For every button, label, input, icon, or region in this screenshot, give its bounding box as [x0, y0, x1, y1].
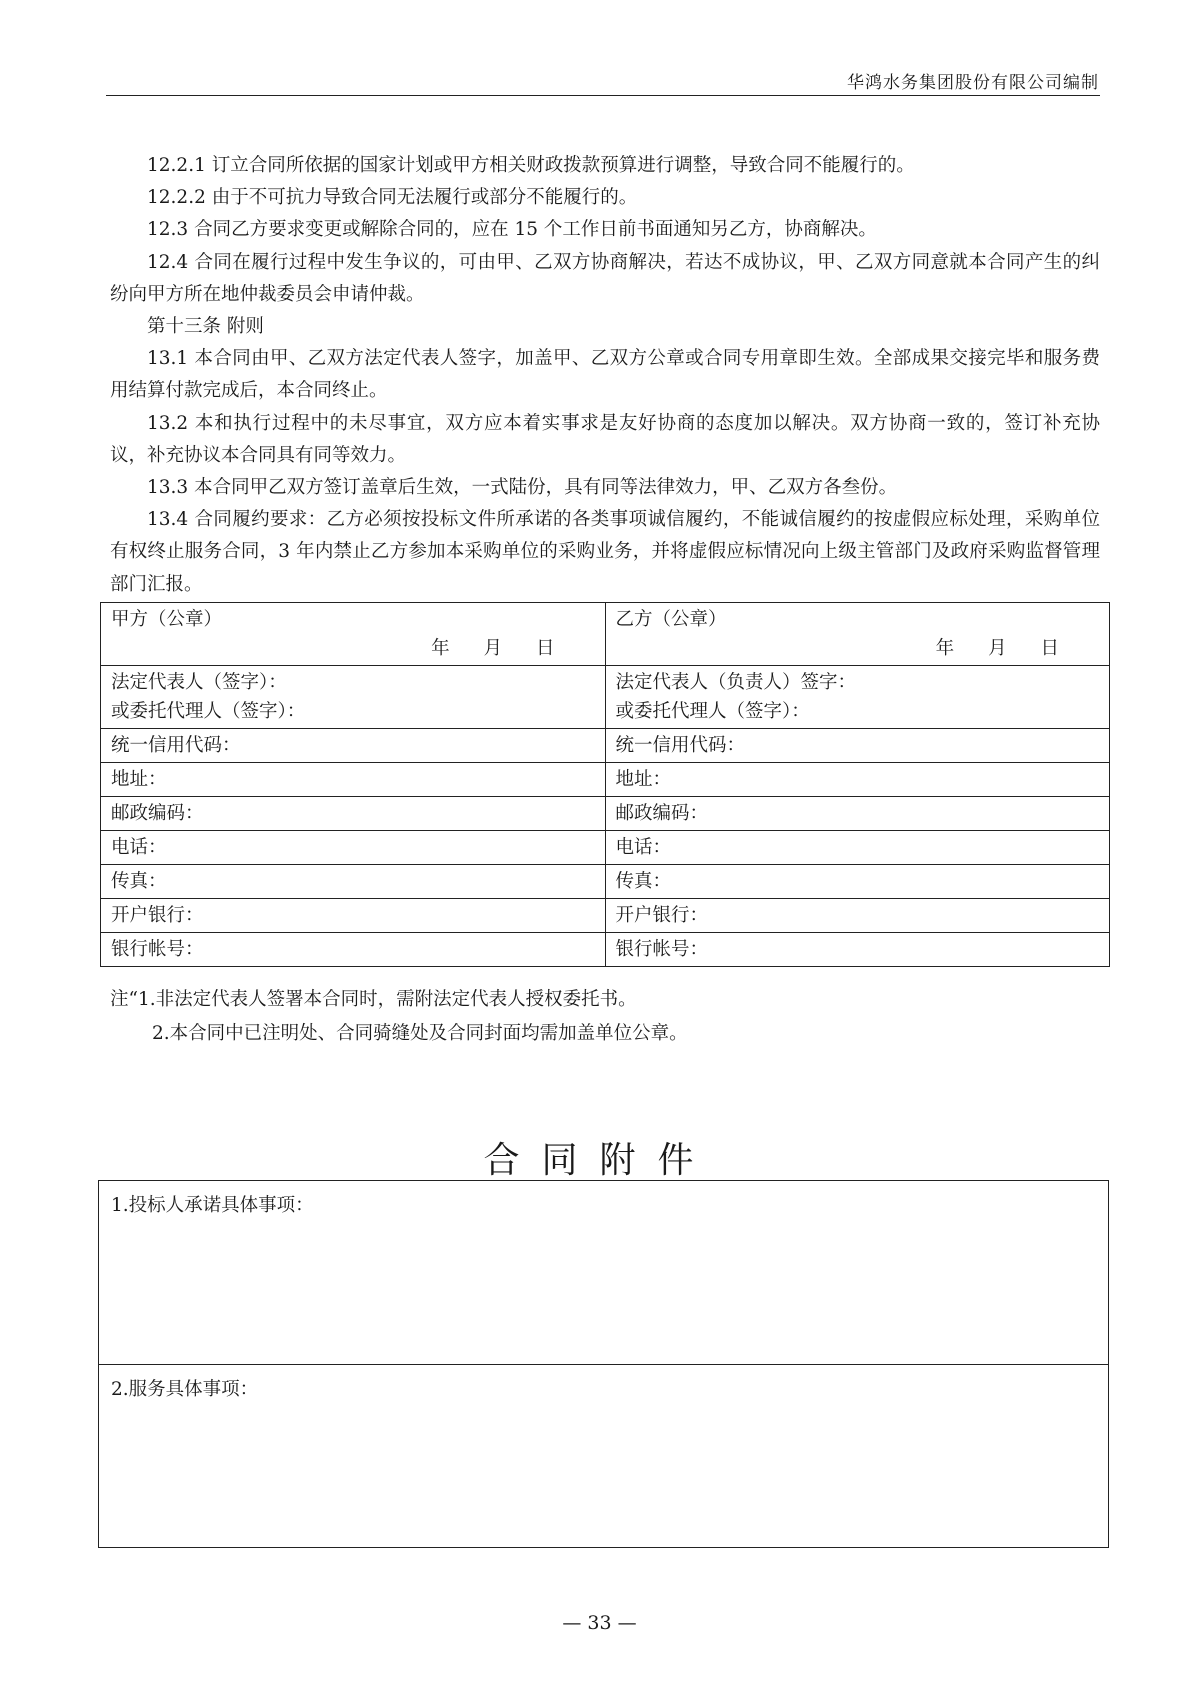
signature-table — [100, 602, 1110, 967]
party-b-agent: 或委托代理人（签字）： — [615, 701, 810, 722]
annex-section-2-label: 2.服务具体事项： — [111, 1379, 259, 1400]
clause-13-4: 13.4 合同履约要求：乙方必须按投标文件所承诺的各类事项诚信履约，不能诚信履约的按虚假应标处理，采购单位有权终止服务合同，3 年内禁止乙方参加本采购单位的采购业务，并将虚假应标情况向上级主管部门及政府采购监督管理部门汇报。 — [110, 509, 1100, 595]
header-org: 华鸿水务集团股份有限公司编制 — [847, 73, 1099, 93]
notes — [110, 983, 1100, 1051]
party-a-rep-cell — [101, 666, 606, 729]
annex-section-service-items — [99, 1364, 1108, 1547]
date-month: 月 — [988, 638, 1007, 659]
party-a-rep: 法定代表人（签字）： — [111, 672, 287, 693]
party-b-rep-cell — [605, 666, 1110, 729]
party-b-bank: 开户银行： — [605, 899, 1110, 933]
party-b-address: 地址： — [605, 763, 1110, 797]
table-row — [101, 865, 1110, 899]
annex-title: 合同附件 — [483, 1140, 716, 1181]
date-day: 日 — [1040, 638, 1059, 659]
clause-12-3: 12.3 合同乙方要求变更或解除合同的，应在 15 个工作日前书面通知另乙方，协商解决。 — [147, 219, 877, 241]
party-a-agent: 或委托代理人（签字）： — [111, 701, 306, 722]
table-row — [101, 797, 1110, 831]
clause-13-3: 13.3 本合同甲乙双方签订盖章后生效，一式陆份，具有同等法律效力，甲、乙双方各叁份。 — [147, 477, 898, 499]
party-b-rep: 法定代表人（负责人）签字： — [615, 672, 857, 693]
annex-box — [98, 1180, 1109, 1548]
party-b-credit-code: 统一信用代码： — [605, 729, 1110, 763]
table-row — [101, 603, 1110, 666]
article-13-heading: 第十三条 附则 — [147, 316, 264, 338]
annex-section-bid-commitments — [99, 1181, 1108, 1364]
table-row — [101, 831, 1110, 865]
clause-12-4: 12.4 合同在履行过程中发生争议的，可由甲、乙双方协商解决，若达不成协议，甲、乙双方同意就本合同产生的纠纷向甲方所在地仲裁委员会申请仲裁。 — [110, 251, 1100, 305]
party-a-address: 地址： — [101, 763, 606, 797]
party-b-fax: 传真： — [605, 865, 1110, 899]
table-row — [101, 666, 1110, 729]
party-b-account: 银行帐号： — [605, 933, 1110, 967]
table-row — [101, 933, 1110, 967]
header-rule — [106, 95, 1100, 96]
party-a-seal-cell — [101, 603, 606, 666]
party-b-phone: 电话： — [605, 831, 1110, 865]
date-year: 年 — [431, 638, 450, 659]
party-a-account: 银行帐号： — [101, 933, 606, 967]
clause-12-2-2: 12.2.2 由于不可抗力导致合同无法履行或部分不能履行的。 — [147, 187, 638, 209]
clause-13-1: 13.1 本合同由甲、乙双方法定代表人签字，加盖甲、乙双方公章或合同专用章即生效。全部成果交接完毕和服务费用结算付款完成后，本合同终止。 — [110, 348, 1100, 402]
contract-body — [110, 150, 1100, 601]
party-b-seal-cell — [605, 603, 1110, 666]
table-row — [101, 729, 1110, 763]
party-a-bank: 开户银行： — [101, 899, 606, 933]
party-a-fax: 传真： — [101, 865, 606, 899]
party-a-seal: 甲方（公章） — [111, 609, 223, 630]
note-1: 注“1.非法定代表人签署本合同时，需附法定代表人授权委托书。 — [110, 989, 637, 1010]
party-a-credit-code: 统一信用代码： — [101, 729, 606, 763]
party-a-postcode: 邮政编码： — [101, 797, 606, 831]
party-b-postcode: 邮政编码： — [605, 797, 1110, 831]
party-a-phone: 电话： — [101, 831, 606, 865]
date-year: 年 — [935, 638, 955, 659]
party-a-date — [111, 634, 595, 663]
note-2: 2.本合同中已注明处、合同骑缝处及合同封面均需加盖单位公章。 — [152, 1023, 688, 1044]
annex-section-1-label: 1.投标人承诺具体事项： — [111, 1195, 314, 1216]
page-number: — 33 — — [562, 1612, 637, 1634]
clause-12-2-1: 12.2.1 订立合同所依据的国家计划或甲方相关财政拨款预算进行调整，导致合同不能履行的。 — [147, 155, 915, 176]
party-b-seal: 乙方（公章） — [615, 609, 727, 630]
party-b-date — [616, 634, 1100, 663]
date-month: 月 — [483, 638, 503, 659]
date-day: 日 — [535, 638, 555, 659]
table-row — [101, 899, 1110, 933]
clause-13-2: 13.2 本和执行过程中的未尽事宜，双方应本着实事求是友好协商的态度加以解决。双方协商一致的，签订补充协议，补充协议本合同具有同等效力。 — [110, 412, 1100, 466]
table-row — [101, 763, 1110, 797]
